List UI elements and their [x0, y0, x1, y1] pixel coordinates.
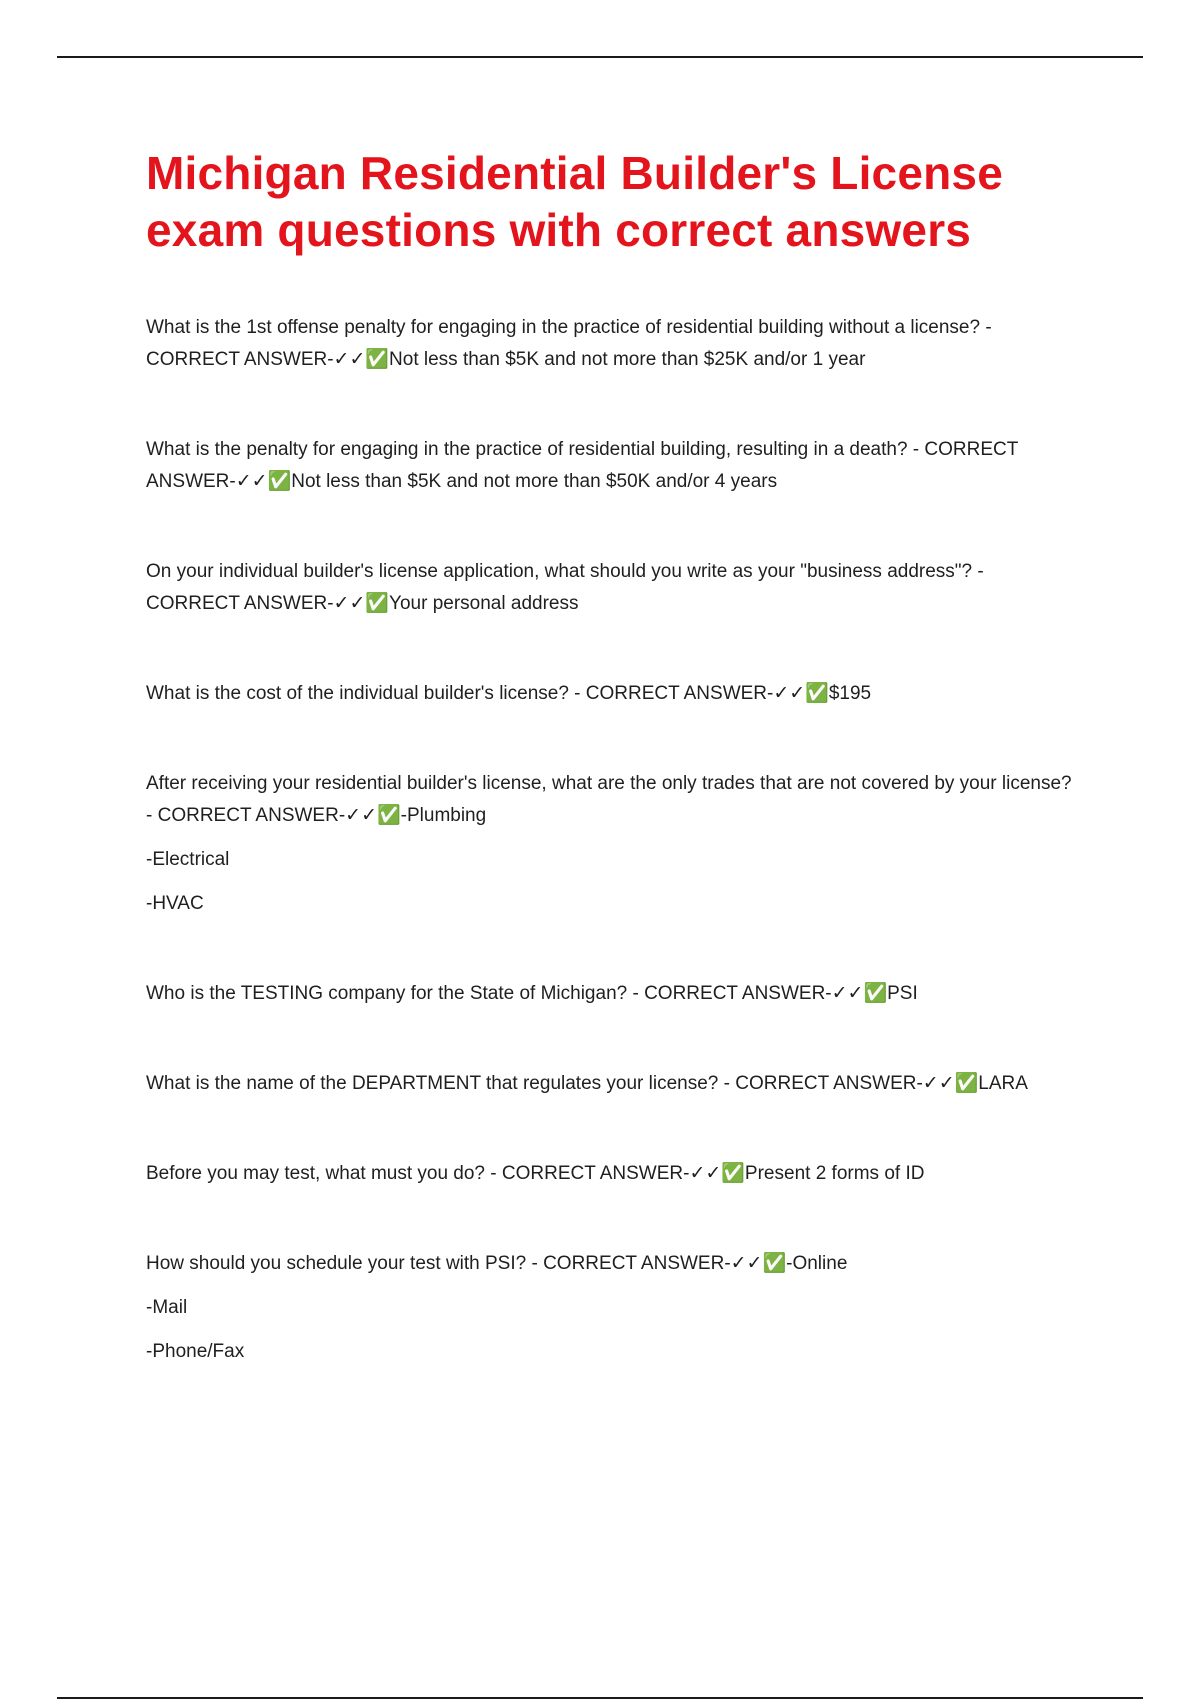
- qa-text: Who is the TESTING company for the State of Michigan? - CORRECT ANSWER-✓✓✅PSI: [146, 983, 918, 1004]
- qa-text: What is the cost of the individual builder's license? - CORRECT ANSWER-✓✓✅$195: [146, 683, 872, 704]
- header-rule: [57, 56, 1143, 58]
- qa-item-2: [146, 434, 1081, 498]
- qa-item-5: [146, 768, 1081, 920]
- qa-text: Before you may test, what must you do? - CORRECT ANSWER-✓✓✅Present 2 forms of ID: [146, 1163, 925, 1184]
- qa-item-7: [146, 1068, 1081, 1100]
- qa-text: After receiving your residential builder's license, what are the only trades that are not covered by your license? - CORRECT ANSWER-✓✓✅-Plumbing: [146, 773, 1072, 826]
- qa-item-3: [146, 556, 1081, 620]
- qa-text: What is the 1st offense penalty for engaging in the practice of residential building without a license? - CORRECT ANSWER-✓✓✅Not less than $5K and not more than $25K and/or 1 year: [146, 317, 992, 370]
- qa-text: What is the name of the DEPARTMENT that regulates your license? - CORRECT ANSWER-✓✓✅LARA: [146, 1073, 1028, 1094]
- qa-answer-line: -Phone/Fax: [146, 1341, 245, 1362]
- footer-rule: [57, 1697, 1143, 1699]
- qa-answer-line: -HVAC: [146, 893, 204, 914]
- document-body: [146, 145, 1081, 1368]
- qa-item-8: [146, 1158, 1081, 1190]
- qa-item-6: [146, 978, 1081, 1010]
- qa-answer-line: -Mail: [146, 1297, 188, 1318]
- qa-text: On your individual builder's license application, what should you write as your "business address"? - CORRECT ANSWER-✓✓✅Your personal address: [146, 561, 984, 614]
- qa-item-9: [146, 1248, 1081, 1368]
- qa-text: How should you schedule your test with PSI? - CORRECT ANSWER-✓✓✅-Online: [146, 1253, 848, 1274]
- qa-item-1: [146, 312, 1081, 376]
- document-title: Michigan Residential Builder's License exam questions with correct answers: [146, 147, 1003, 256]
- qa-text: What is the penalty for engaging in the practice of residential building, resulting in a death? - CORRECT ANSWER-✓✓✅Not less than $5K and not more than $50K and/or 4 years: [146, 439, 1019, 492]
- qa-item-4: [146, 678, 1081, 710]
- qa-answer-line: -Electrical: [146, 849, 230, 870]
